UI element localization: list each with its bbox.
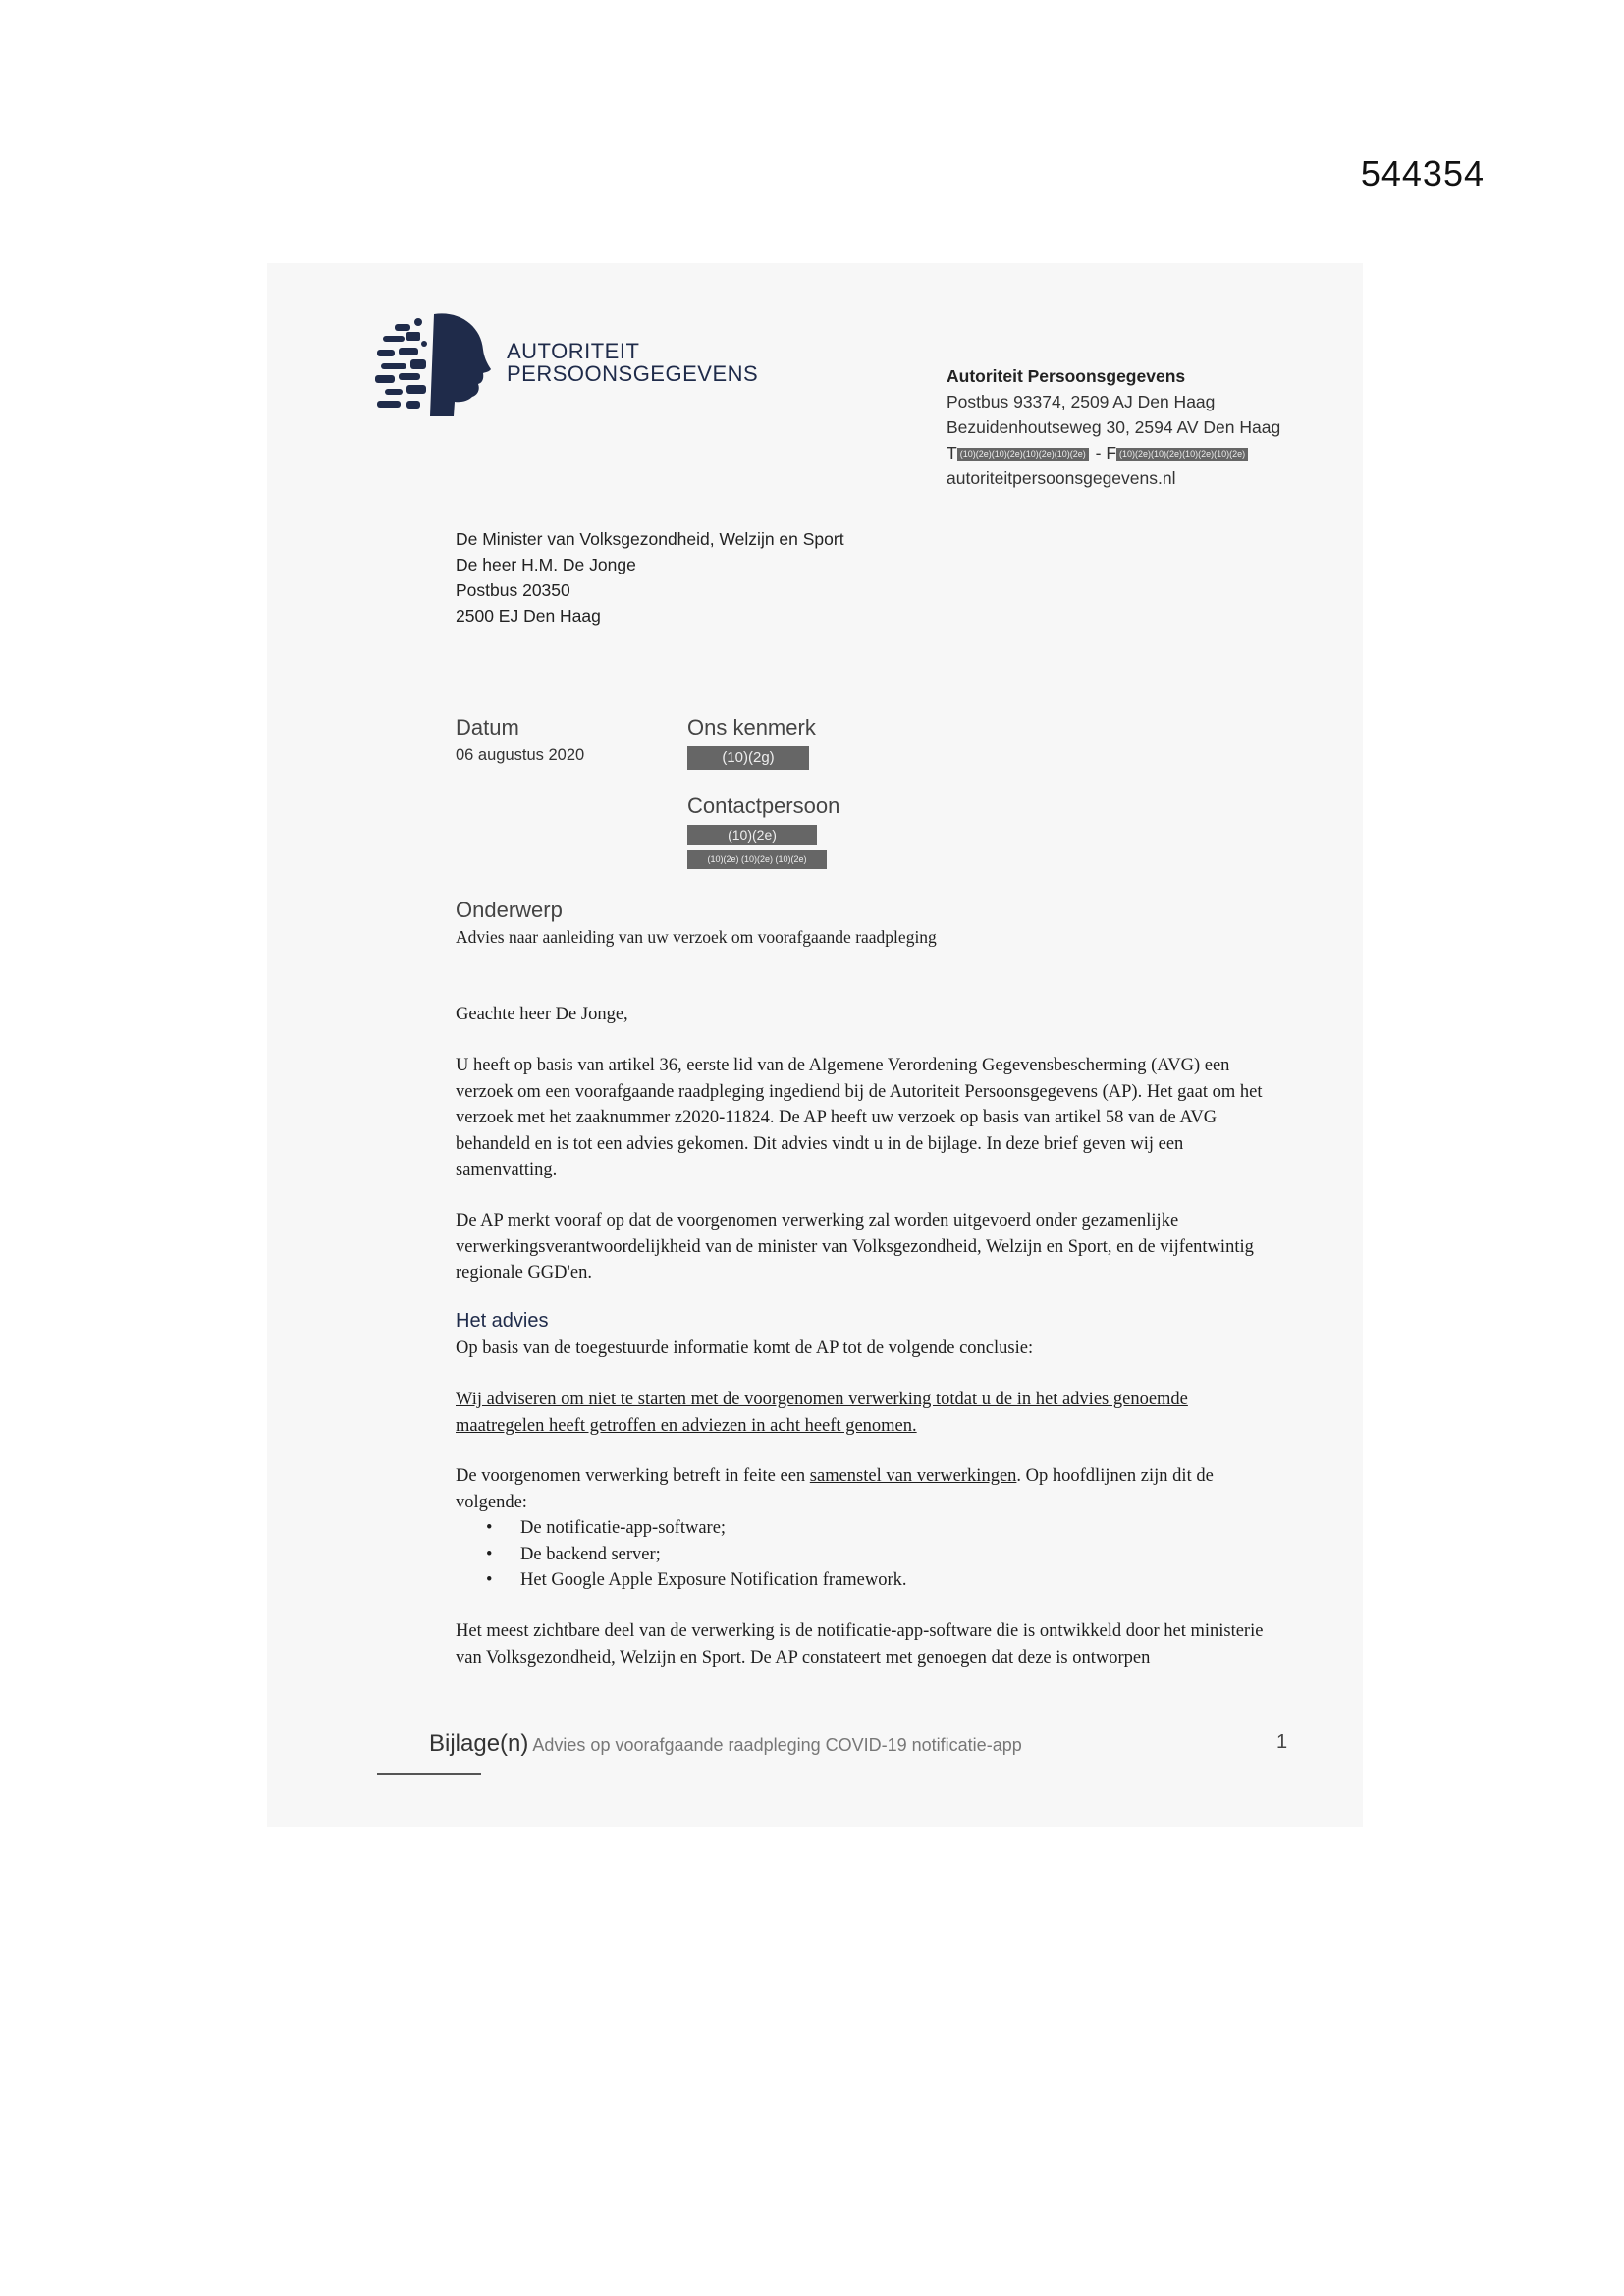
footer-attachments <box>429 1730 1022 1758</box>
salutation: Geachte heer De Jonge, <box>456 1005 628 1024</box>
logo-wordmark <box>507 340 758 385</box>
datum-value: 06 augustus 2020 <box>456 746 585 764</box>
datum-label: Datum <box>456 715 519 739</box>
list-item: • De notificatie-app-software; <box>520 1515 1280 1542</box>
footer-label: Bijlage(n) <box>429 1730 529 1757</box>
sender-phone-fax <box>947 440 1280 465</box>
contact-label: Contactpersoon <box>687 793 840 818</box>
page-number: 1 <box>1276 1731 1288 1753</box>
recipient-line: Postbus 20350 <box>456 580 570 600</box>
paragraph-6: Het meest zichtbare deel van de verwerking is de notificatie-app-software die is ontwikkeld door het ministerie van Volksgezondheid, Welzijn en Sport. De AP constateert met genoegen dat deze is ontworpen <box>456 1621 1264 1667</box>
paragraph-3: Op basis van de toegestuurde informatie komt de AP tot de volgende conclusie: <box>456 1339 1034 1358</box>
footer-text: Advies op voorafgaande raadpleging COVID-19 notificatie-app <box>532 1735 1022 1755</box>
kenmerk-redaction: (10)(2g) <box>687 746 809 770</box>
sender-block <box>947 363 1280 491</box>
onderwerp-value: Advies naar aanleiding van uw verzoek om voorafgaande raadpleging <box>456 927 937 947</box>
recipient-line: De Minister van Volksgezondheid, Welzijn en Sport <box>456 529 844 549</box>
phone-prefix: T <box>947 443 957 463</box>
sender-postbus: Postbus 93374, 2509 AJ Den Haag <box>947 392 1216 411</box>
list-item: • De backend server; <box>520 1542 1280 1568</box>
contact-redaction: (10)(2e) <box>687 825 817 845</box>
sender-address: Bezuidenhoutseweg 30, 2594 AV Den Haag <box>947 417 1281 437</box>
fax-redaction: (10)(2e)(10)(2e)(10)(2e)(10)(2e) <box>1116 448 1248 461</box>
recipient-line: De heer H.M. De Jonge <box>456 555 636 574</box>
underlined-term: samenstel van verwerkingen <box>809 1466 1017 1486</box>
list-item: • Het Google Apple Exposure Notification framework. <box>520 1567 1280 1594</box>
logo-line-1: AUTORITEIT <box>507 339 640 363</box>
document-number: 544354 <box>1360 153 1485 193</box>
paragraph-5: De voorgenomen verwerking betreft in feite een samenstel van verwerkingen. Op hoofdlijnen zijn dit de volgende: <box>456 1466 1214 1512</box>
conclusion-paragraph: Wij adviseren om niet te starten met de voorgenomen verwerking totdat u de in het advies genoemde maatregelen heeft getroffen en adviezen in acht heeft genomen. <box>456 1390 1188 1436</box>
bullet-list <box>456 1515 1280 1594</box>
onderwerp-label: Onderwerp <box>456 898 563 922</box>
logo-line-2: PERSOONSGEGEVENS <box>507 361 759 386</box>
fax-prefix: - F <box>1095 443 1117 463</box>
paragraph-2: De AP merkt vooraf op dat de voorgenomen verwerking zal worden uitgevoerd onder gezamenlijke verwerkingsverantwoordelijkheid van de minister van Volksgezondheid, Welzijn en Sport, en de vijfentwintig regionale GGD'en. <box>456 1211 1254 1283</box>
logo-emblem <box>373 310 495 418</box>
sender-org: Autoriteit Persoonsgegevens <box>947 366 1186 386</box>
kenmerk-label: Ons kenmerk <box>687 715 816 739</box>
phone-redaction: (10)(2e)(10)(2e)(10)(2e)(10)(2e) <box>957 448 1089 461</box>
paragraph-1: U heeft op basis van artikel 36, eerste lid van de Algemene Verordening Gegevensbescherming (AVG) een verzoek om een voorafgaande raadpleging ingediend bij de Autoriteit Persoonsgegevens (AP). Het gaat om het verzoek met het zaaknummer z2020-11824. De AP heeft uw verzoek op basis van artikel 58 van de AVG behandeld en is tot een advies gekomen. Dit advies vindt u in de bijlage. In deze brief geven wij een samenvatting. <box>456 1056 1263 1179</box>
footer-divider <box>377 1773 481 1775</box>
recipient-address <box>456 526 844 629</box>
section-heading: Het advies <box>456 1310 549 1332</box>
recipient-line: 2500 EJ Den Haag <box>456 606 601 626</box>
sender-website: autoriteitpersoonsgegevens.nl <box>947 468 1176 488</box>
contact-redaction-small: (10)(2e) (10)(2e) (10)(2e) <box>687 850 827 869</box>
